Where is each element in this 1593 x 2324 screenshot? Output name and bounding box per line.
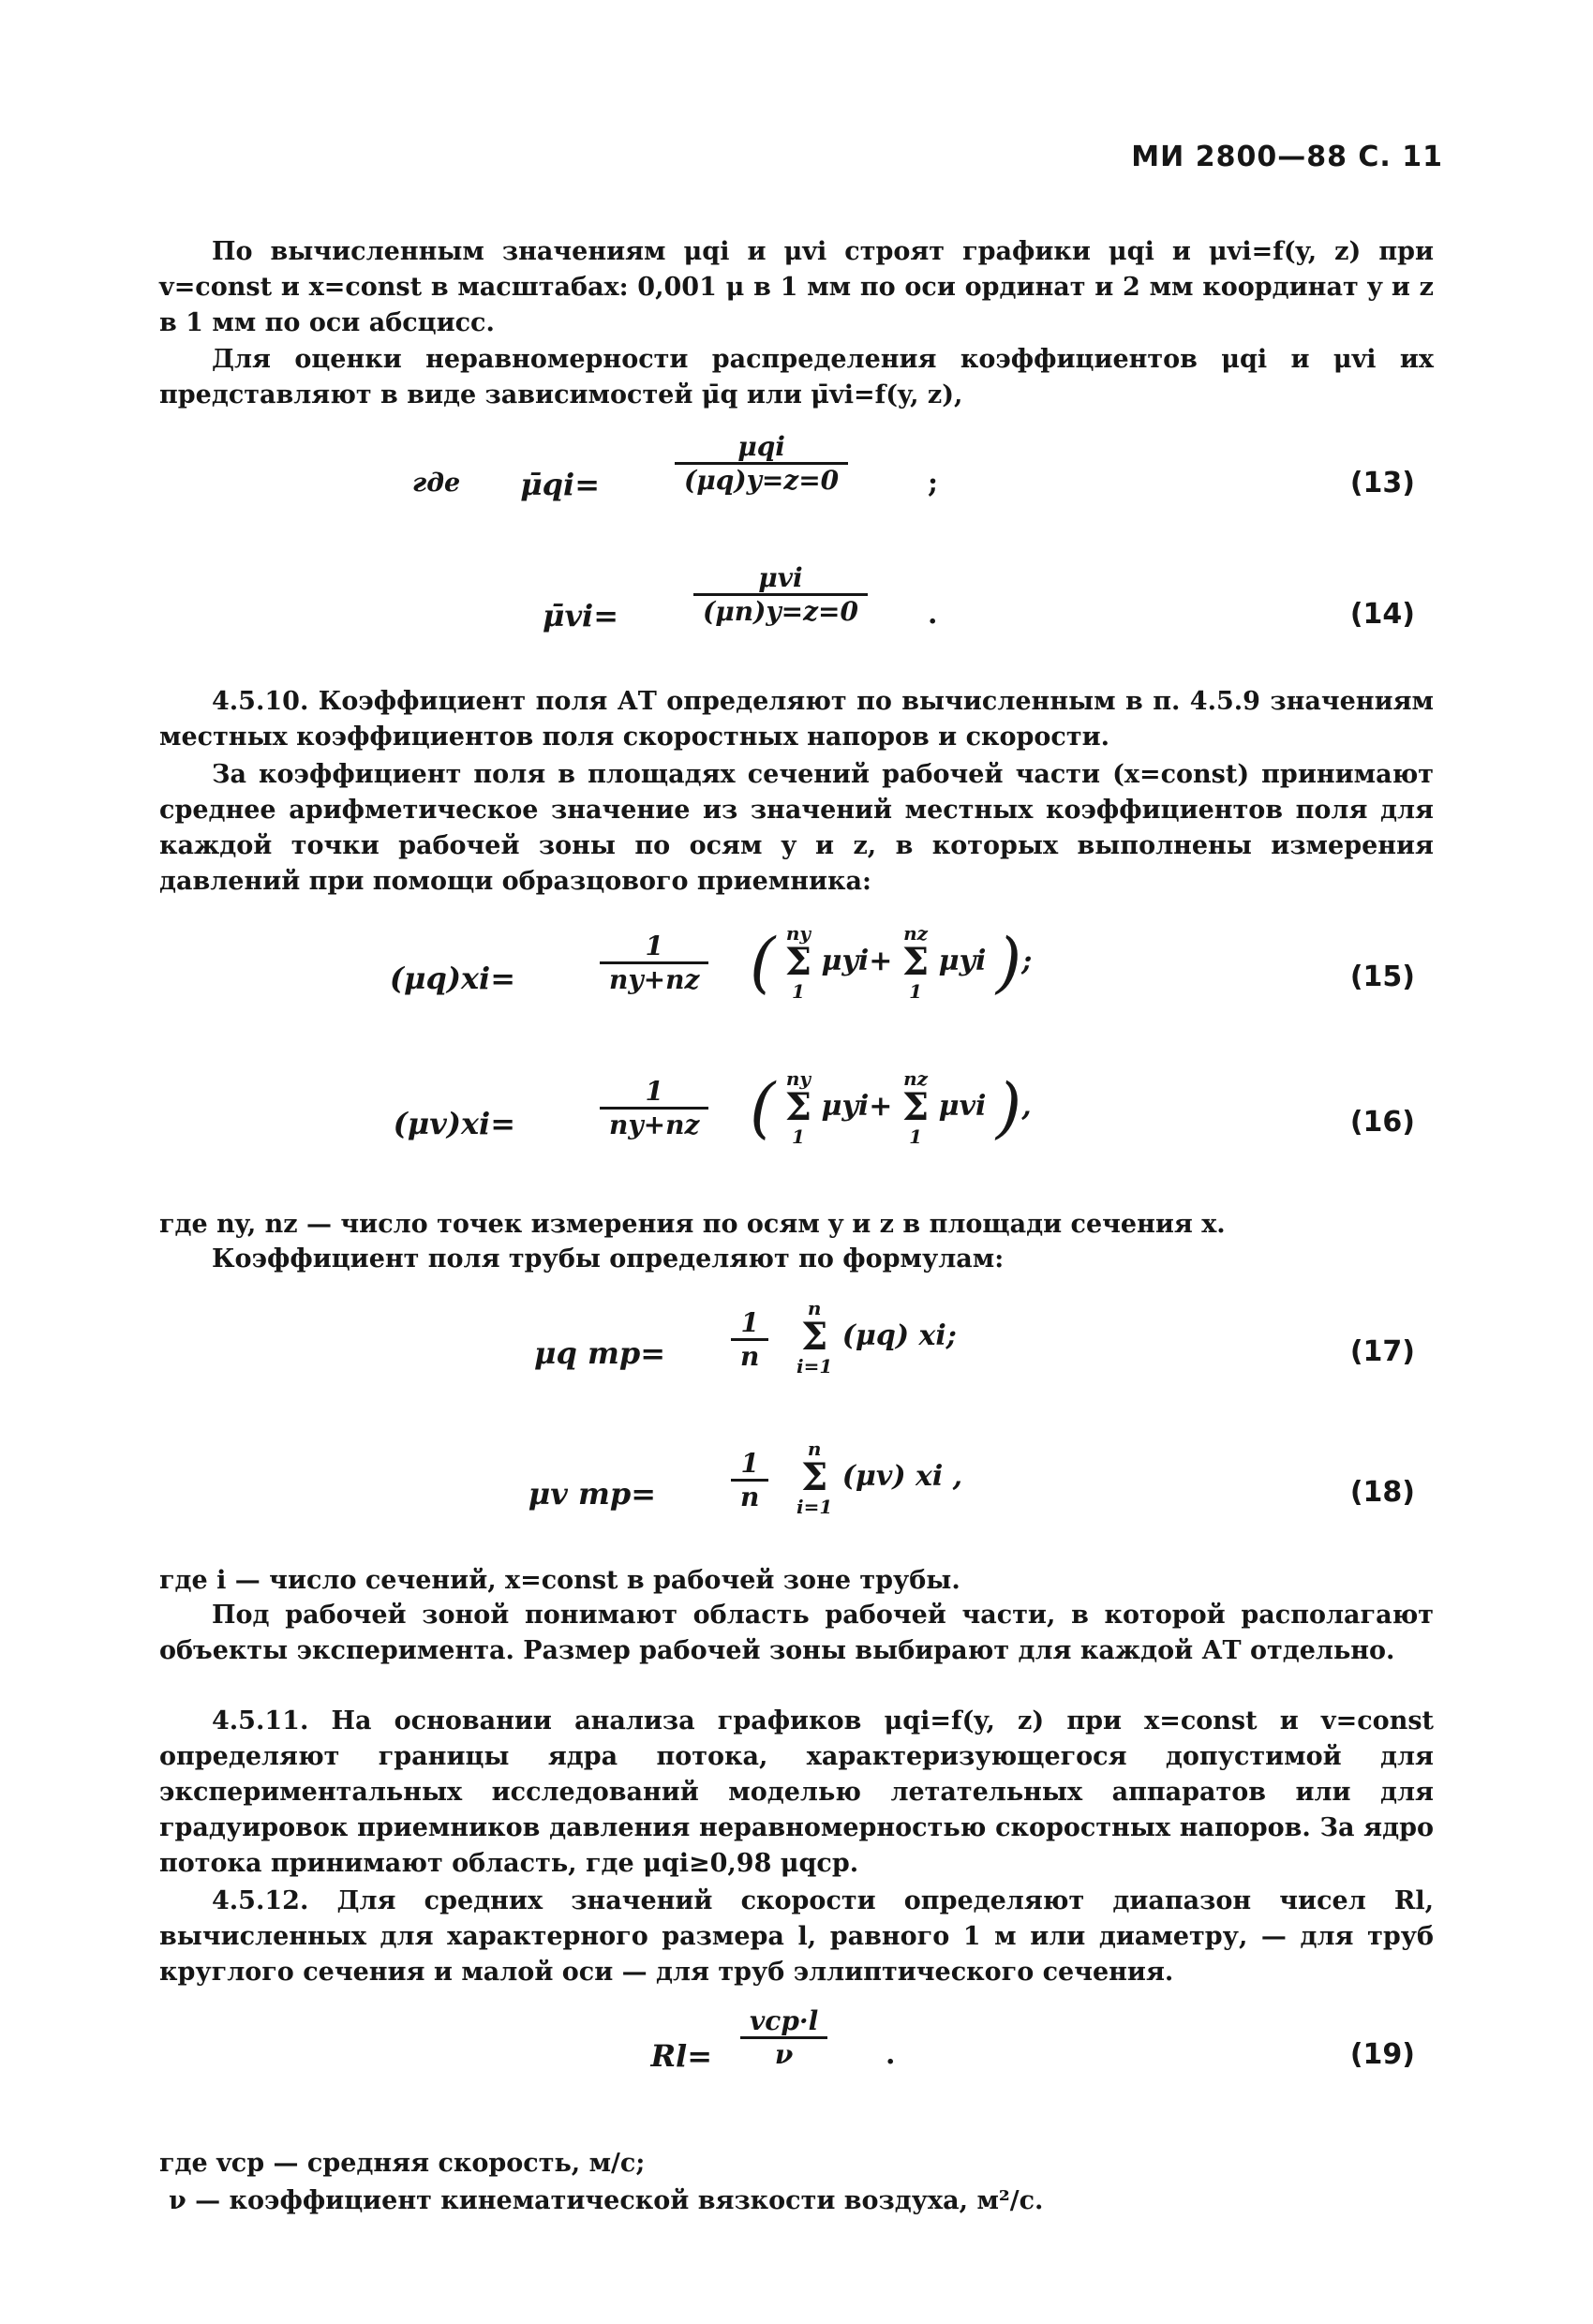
formula-fraction <box>600 931 708 995</box>
fraction-denominator: (μn)y=z=0 <box>703 596 858 627</box>
formula-lhs: μ̄qi= <box>520 467 600 502</box>
formula-lhs: (μq)xi= <box>389 961 515 996</box>
fraction-denominator: ν <box>774 2039 794 2070</box>
equation-number: (15) <box>1349 961 1415 993</box>
paragraph-4-5-11: 4.5.11. На основании анализа графиков μqi=f(y, z) при x=const и v=const определяют границы ядра потока, характеризующегося допустимой для экспериментальных исследований моделью летательных аппаратов или для градуировок приемников давления неравномерностью скоростных напоров. За ядро потока принимают область, где μqi≥0,98 μqср. <box>159 1706 1434 1878</box>
formula-sum-expression: n Σ i=1 (μq) xi; <box>796 1297 957 1378</box>
formula-lhs: μv тр= <box>528 1476 656 1512</box>
fraction-denominator: (μq)y=z=0 <box>684 465 840 496</box>
paragraph-nonuniformity: Для оценки неравномерности распределения коэффициентов μqi и μvi их представляют в виде зависимостей μ̄q или μ̄vi=f(y, z), <box>159 345 1434 410</box>
formula-14 <box>0 562 1593 693</box>
formula-lhs: μq тр= <box>534 1335 665 1371</box>
formula-15 <box>0 914 1593 1054</box>
equation-number: (14) <box>1349 598 1415 631</box>
page-header: МИ 2800—88 С. 11 <box>1131 141 1443 173</box>
fraction-numerator: 1 <box>600 931 708 964</box>
paragraph-4-5-12: 4.5.12. Для средних значений скорости определяют диапазон чисел Rl, вычисленных для характерного размера l, равного 1 м или диаметру, — для труб круглого сечения и малой оси — для труб эллиптического сечения. <box>159 1886 1434 1987</box>
formula-sum-expression: ( ny Σ 1 μyi+ nz Σ 1 μvi ), <box>750 1067 1032 1148</box>
formula-fraction <box>693 562 868 627</box>
where-label: где <box>412 469 461 498</box>
equation-number: (16) <box>1349 1106 1415 1139</box>
paragraph-sections-count: где i — число сечений, x=const в рабочей зоне трубы. <box>159 1566 960 1595</box>
where-viscosity: ν — коэффициент кинематической вязкости воздуха, м²/с. <box>169 2186 1044 2215</box>
fraction-denominator: ny+nz <box>609 964 700 995</box>
formula-18 <box>0 1429 1593 1570</box>
formula-fraction <box>675 431 848 496</box>
formula-lhs: μ̄vi= <box>543 598 618 633</box>
paragraph-points-count: где ny, nz — число точек измерения по осям y и z в площади сечения x. <box>159 1210 1226 1239</box>
formula-punct: ; <box>928 467 939 499</box>
fraction-numerator: 1 <box>731 1307 768 1341</box>
formula-lhs: (μv)xi= <box>393 1106 515 1141</box>
fraction-numerator: vср·l <box>740 2005 827 2039</box>
formula-fraction <box>740 2005 827 2070</box>
formula-fraction <box>731 1307 768 1372</box>
formula-19 <box>0 2001 1593 2132</box>
formula-punct: . <box>928 598 938 631</box>
fraction-denominator: ny+nz <box>609 1110 700 1140</box>
formula-16 <box>0 1059 1593 1199</box>
fraction-denominator: n <box>740 1482 760 1512</box>
formula-sum-expression: ( ny Σ 1 μyi+ nz Σ 1 μyi ); <box>750 922 1033 1003</box>
formula-sum-expression: n Σ i=1 (μv) xi , <box>796 1438 963 1518</box>
formula-fraction <box>600 1076 708 1140</box>
paragraph-4-5-10: 4.5.10. Коэффициент поля АТ определяют по вычисленным в п. 4.5.9 значениям местных коэффициентов поля скоростных напоров и скорости. <box>159 687 1434 752</box>
equation-number: (18) <box>1349 1476 1415 1509</box>
paragraph-field-coefficient: За коэффициент поля в площадях сечений рабочей части (x=const) принимают среднее арифметическое значение из значений местных коэффициентов поля для каждой точки рабочей зоны по осям y и z, в которых выполнены измерения давлений при помощи образцового приемника: <box>159 760 1434 896</box>
equation-number: (13) <box>1349 467 1415 499</box>
formula-fraction <box>731 1448 768 1512</box>
equation-number: (17) <box>1349 1335 1415 1368</box>
equation-number: (19) <box>1349 2038 1415 2071</box>
fraction-numerator: μqi <box>675 431 848 465</box>
fraction-denominator: n <box>740 1341 760 1372</box>
paragraph-graphs: По вычисленным значениям μqi и μvi строят графики μqi и μvi=f(y, z) при v=const и x=const в масштабах: 0,001 μ в 1 мм по оси ординат и 2 мм координат y и z в 1 мм по оси абсцисс. <box>159 237 1434 337</box>
formula-punct: . <box>886 2038 896 2071</box>
fraction-numerator: 1 <box>600 1076 708 1110</box>
formula-13 <box>0 431 1593 562</box>
formula-17 <box>0 1289 1593 1429</box>
fraction-numerator: μvi <box>693 562 868 596</box>
formula-lhs: Rl= <box>650 2038 712 2074</box>
paragraph-working-zone: Под рабочей зоной понимают область рабочей части, в которой располагают объекты эксперимента. Размер рабочей зоны выбирают для каждой АТ отдельно. <box>159 1601 1434 1665</box>
where-average-speed: где vср — средняя скорость, м/с; <box>159 2149 646 2178</box>
paragraph-tube-coefficient: Коэффициент поля трубы определяют по формулам: <box>212 1244 1005 1274</box>
fraction-numerator: 1 <box>731 1448 768 1482</box>
